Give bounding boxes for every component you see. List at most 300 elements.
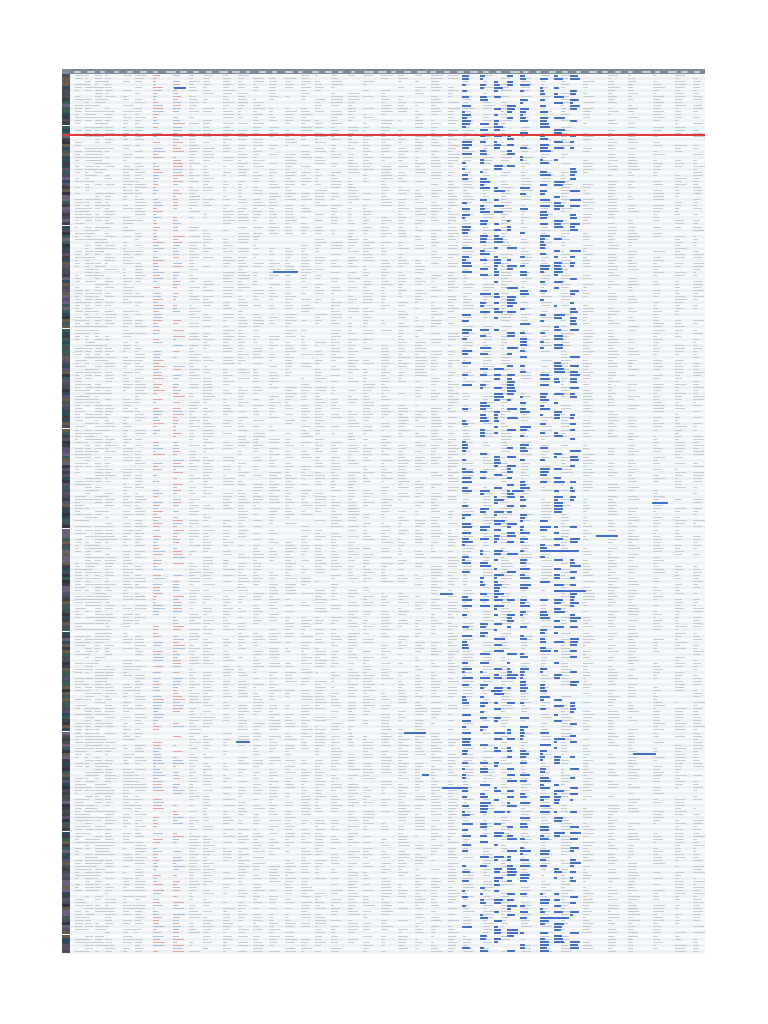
- cell[interactable]: [173, 223, 181, 224]
- cell[interactable]: [173, 251, 179, 252]
- cell[interactable]: [173, 130, 182, 131]
- cell[interactable]: [105, 360, 108, 361]
- cell[interactable]: [189, 117, 194, 118]
- cell[interactable]: [348, 360, 359, 361]
- cell[interactable]: [153, 314, 162, 315]
- cell[interactable]: [608, 81, 614, 82]
- cell[interactable]: [675, 484, 682, 485]
- cell[interactable]: [608, 287, 611, 288]
- cell[interactable]: [203, 178, 214, 179]
- cell[interactable]: [561, 360, 571, 361]
- cell[interactable]: [85, 102, 89, 103]
- cell[interactable]: [269, 366, 277, 367]
- cell[interactable]: [105, 351, 114, 352]
- cell[interactable]: [315, 345, 318, 346]
- cell[interactable]: [483, 108, 492, 109]
- cell[interactable]: [285, 108, 289, 109]
- cell[interactable]: [675, 336, 681, 337]
- cell[interactable]: [363, 451, 371, 452]
- cell[interactable]: [463, 357, 472, 358]
- cell[interactable]: [448, 96, 452, 97]
- cell[interactable]: [173, 308, 177, 309]
- cell[interactable]: [269, 336, 280, 337]
- cell[interactable]: [501, 414, 505, 415]
- cell[interactable]: [501, 114, 507, 115]
- cell[interactable]: [85, 257, 95, 258]
- cell[interactable]: [448, 181, 453, 182]
- cell[interactable]: [381, 351, 389, 352]
- cell[interactable]: [153, 93, 157, 94]
- cell[interactable]: [448, 87, 454, 88]
- cell[interactable]: [135, 351, 139, 352]
- cell[interactable]: [85, 336, 89, 337]
- cell[interactable]: [608, 102, 617, 103]
- cell[interactable]: [105, 326, 108, 327]
- cell[interactable]: [223, 175, 226, 176]
- cell[interactable]: [203, 460, 214, 461]
- cell[interactable]: [269, 130, 273, 131]
- cell[interactable]: [331, 451, 338, 452]
- cell[interactable]: [693, 145, 698, 146]
- cell[interactable]: [301, 493, 308, 494]
- cell[interactable]: [203, 463, 210, 464]
- cell[interactable]: [105, 466, 108, 467]
- cell[interactable]: [583, 463, 593, 464]
- cell[interactable]: [301, 408, 308, 409]
- cell[interactable]: [238, 151, 241, 152]
- cell[interactable]: [85, 120, 92, 121]
- cell[interactable]: [75, 96, 80, 97]
- cell[interactable]: [153, 308, 164, 309]
- cell[interactable]: [173, 339, 176, 340]
- cell[interactable]: [583, 445, 587, 446]
- cell[interactable]: [173, 417, 177, 418]
- cell[interactable]: [85, 157, 94, 158]
- cell[interactable]: [153, 217, 161, 218]
- cell[interactable]: [315, 242, 327, 243]
- cell[interactable]: [105, 163, 110, 164]
- cell[interactable]: [315, 275, 321, 276]
- cell[interactable]: [398, 236, 406, 237]
- cell[interactable]: [85, 384, 91, 385]
- cell[interactable]: [153, 102, 158, 103]
- cell[interactable]: [189, 151, 197, 152]
- cell[interactable]: [431, 139, 436, 140]
- cell[interactable]: [583, 336, 593, 337]
- cell[interactable]: [203, 248, 213, 249]
- cell[interactable]: [173, 166, 183, 167]
- cell[interactable]: [561, 484, 564, 485]
- cell[interactable]: [253, 108, 265, 109]
- column-header[interactable]: [444, 71, 451, 73]
- cell[interactable]: [501, 339, 507, 340]
- cell[interactable]: [448, 308, 459, 309]
- cell[interactable]: [415, 460, 422, 461]
- cell[interactable]: [269, 78, 276, 79]
- cell[interactable]: [173, 123, 185, 124]
- cell[interactable]: [448, 230, 457, 231]
- cell[interactable]: [75, 169, 82, 170]
- cell[interactable]: [561, 490, 569, 491]
- cell[interactable]: [653, 426, 662, 427]
- cell[interactable]: [561, 390, 569, 391]
- cell[interactable]: [173, 460, 184, 461]
- cell[interactable]: [285, 405, 291, 406]
- cell[interactable]: [431, 508, 436, 509]
- cell[interactable]: [398, 317, 406, 318]
- cell[interactable]: [269, 290, 274, 291]
- cell[interactable]: [173, 414, 184, 415]
- cell[interactable]: [448, 254, 459, 255]
- cell[interactable]: [123, 351, 126, 352]
- cell[interactable]: [253, 142, 263, 143]
- cell[interactable]: [223, 496, 232, 497]
- cell[interactable]: [448, 354, 453, 355]
- cell[interactable]: [608, 145, 613, 146]
- cell[interactable]: [448, 145, 459, 146]
- cell[interactable]: [301, 99, 306, 100]
- cell[interactable]: [448, 417, 457, 418]
- cell[interactable]: [95, 414, 102, 415]
- cell[interactable]: [135, 502, 141, 503]
- cell[interactable]: [253, 436, 265, 437]
- cell[interactable]: [501, 423, 505, 424]
- cell[interactable]: [628, 330, 636, 331]
- cell[interactable]: [363, 275, 368, 276]
- cell[interactable]: [653, 469, 661, 470]
- cell[interactable]: [331, 299, 334, 300]
- cell[interactable]: [153, 342, 163, 343]
- cell[interactable]: [135, 445, 141, 446]
- cell[interactable]: [653, 181, 662, 182]
- cell[interactable]: [628, 233, 637, 234]
- cell[interactable]: [583, 384, 589, 385]
- cell[interactable]: [431, 445, 439, 446]
- cell[interactable]: [463, 239, 472, 240]
- cell[interactable]: [348, 257, 355, 258]
- cell[interactable]: [301, 417, 310, 418]
- cell[interactable]: [363, 84, 366, 85]
- cell[interactable]: [675, 372, 684, 373]
- cell[interactable]: [398, 330, 404, 331]
- cell[interactable]: [653, 130, 662, 131]
- cell[interactable]: [238, 333, 242, 334]
- cell[interactable]: [675, 281, 679, 282]
- cell[interactable]: [95, 302, 103, 303]
- cell[interactable]: [223, 390, 229, 391]
- cell[interactable]: [285, 505, 289, 506]
- cell[interactable]: [238, 363, 241, 364]
- cell[interactable]: [189, 414, 192, 415]
- cell[interactable]: [463, 396, 470, 397]
- cell[interactable]: [135, 348, 142, 349]
- cell[interactable]: [431, 378, 440, 379]
- cell[interactable]: [381, 375, 386, 376]
- cell[interactable]: [238, 442, 250, 443]
- cell[interactable]: [189, 481, 193, 482]
- cell[interactable]: [628, 93, 638, 94]
- cell[interactable]: [653, 505, 663, 506]
- cell[interactable]: [608, 399, 614, 400]
- cell[interactable]: [381, 439, 387, 440]
- cell[interactable]: [653, 102, 664, 103]
- cell[interactable]: [223, 220, 235, 221]
- cell[interactable]: [315, 157, 323, 158]
- cell[interactable]: [348, 75, 355, 76]
- cell[interactable]: [173, 281, 181, 282]
- cell[interactable]: [381, 266, 391, 267]
- cell[interactable]: [381, 172, 391, 173]
- cell[interactable]: [153, 184, 158, 185]
- cell[interactable]: [628, 75, 631, 76]
- cell[interactable]: [135, 499, 147, 500]
- cell[interactable]: [448, 205, 458, 206]
- cell[interactable]: [153, 114, 159, 115]
- cell[interactable]: [653, 166, 661, 167]
- cell[interactable]: [693, 296, 704, 297]
- cell[interactable]: [675, 75, 685, 76]
- cell[interactable]: [483, 339, 492, 340]
- cell[interactable]: [253, 227, 263, 228]
- cell[interactable]: [483, 202, 493, 203]
- cell[interactable]: [431, 233, 436, 234]
- cell[interactable]: [398, 372, 405, 373]
- cell[interactable]: [238, 439, 246, 440]
- cell[interactable]: [675, 360, 684, 361]
- cell[interactable]: [398, 205, 404, 206]
- cell[interactable]: [105, 157, 109, 158]
- cell[interactable]: [253, 214, 261, 215]
- cell[interactable]: [381, 169, 392, 170]
- cell[interactable]: [95, 333, 99, 334]
- column-header[interactable]: [694, 71, 699, 73]
- cell[interactable]: [85, 508, 89, 509]
- cell[interactable]: [431, 460, 437, 461]
- cell[interactable]: [153, 399, 163, 400]
- cell[interactable]: [431, 90, 440, 91]
- cell[interactable]: [463, 502, 467, 503]
- cell[interactable]: [153, 154, 158, 155]
- cell[interactable]: [238, 314, 241, 315]
- cell[interactable]: [85, 375, 92, 376]
- cell[interactable]: [463, 190, 467, 191]
- cell[interactable]: [331, 172, 341, 173]
- cell[interactable]: [583, 505, 589, 506]
- cell[interactable]: [541, 436, 550, 437]
- cell[interactable]: [105, 511, 109, 512]
- cell[interactable]: [95, 442, 103, 443]
- column-header[interactable]: [206, 71, 212, 73]
- cell[interactable]: [75, 363, 79, 364]
- cell[interactable]: [483, 245, 487, 246]
- cell[interactable]: [501, 320, 510, 321]
- cell[interactable]: [348, 105, 352, 106]
- cell[interactable]: [223, 426, 232, 427]
- cell[interactable]: [561, 396, 565, 397]
- cell[interactable]: [448, 426, 453, 427]
- cell[interactable]: [398, 496, 409, 497]
- cell[interactable]: [448, 123, 456, 124]
- cell[interactable]: [173, 487, 177, 488]
- cell[interactable]: [238, 342, 245, 343]
- cell[interactable]: [75, 502, 80, 503]
- cell[interactable]: [123, 114, 127, 115]
- cell[interactable]: [269, 490, 280, 491]
- cell[interactable]: [269, 199, 276, 200]
- cell[interactable]: [693, 330, 697, 331]
- cell[interactable]: [173, 230, 178, 231]
- cell[interactable]: [348, 323, 352, 324]
- cell[interactable]: [173, 454, 177, 455]
- cell[interactable]: [315, 505, 326, 506]
- cell[interactable]: [521, 181, 532, 182]
- cell[interactable]: [123, 184, 133, 185]
- cell[interactable]: [223, 342, 228, 343]
- cell[interactable]: [348, 417, 353, 418]
- cell[interactable]: [331, 405, 336, 406]
- cell[interactable]: [398, 478, 406, 479]
- cell[interactable]: [203, 81, 210, 82]
- cell[interactable]: [331, 345, 335, 346]
- cell[interactable]: [238, 423, 241, 424]
- cell[interactable]: [675, 275, 685, 276]
- cell[interactable]: [561, 330, 568, 331]
- cell[interactable]: [608, 281, 614, 282]
- cell[interactable]: [653, 463, 660, 464]
- cell[interactable]: [381, 505, 392, 506]
- cell[interactable]: [301, 184, 306, 185]
- cell[interactable]: [381, 272, 389, 273]
- cell[interactable]: [173, 505, 179, 506]
- cell[interactable]: [95, 384, 101, 385]
- cell[interactable]: [583, 293, 590, 294]
- cell[interactable]: [203, 214, 207, 215]
- cell[interactable]: [203, 175, 209, 176]
- cell[interactable]: [75, 311, 83, 312]
- cell[interactable]: [331, 457, 340, 458]
- cell[interactable]: [153, 84, 156, 85]
- cell[interactable]: [105, 502, 112, 503]
- cell[interactable]: [331, 426, 339, 427]
- cell[interactable]: [315, 227, 323, 228]
- cell[interactable]: [448, 402, 458, 403]
- cell[interactable]: [269, 266, 274, 267]
- cell[interactable]: [693, 227, 702, 228]
- cell[interactable]: [381, 475, 385, 476]
- cell[interactable]: [75, 151, 82, 152]
- cell[interactable]: [363, 81, 375, 82]
- cell[interactable]: [501, 426, 508, 427]
- cell[interactable]: [448, 478, 457, 479]
- cell[interactable]: [583, 111, 591, 112]
- cell[interactable]: [483, 387, 490, 388]
- cell[interactable]: [135, 202, 147, 203]
- cell[interactable]: [653, 448, 663, 449]
- cell[interactable]: [123, 111, 134, 112]
- cell[interactable]: [501, 314, 513, 315]
- cell[interactable]: [135, 323, 142, 324]
- cell[interactable]: [608, 236, 613, 237]
- cell[interactable]: [693, 390, 698, 391]
- cell[interactable]: [693, 348, 702, 349]
- cell[interactable]: [105, 481, 111, 482]
- cell[interactable]: [189, 266, 194, 267]
- cell[interactable]: [608, 205, 617, 206]
- cell[interactable]: [431, 396, 438, 397]
- cell[interactable]: [269, 260, 273, 261]
- cell[interactable]: [348, 190, 359, 191]
- cell[interactable]: [189, 469, 197, 470]
- cell[interactable]: [135, 108, 142, 109]
- cell[interactable]: [693, 205, 697, 206]
- cell[interactable]: [153, 78, 157, 79]
- cell[interactable]: [285, 84, 294, 85]
- cell[interactable]: [189, 487, 196, 488]
- cell[interactable]: [331, 417, 342, 418]
- cell[interactable]: [203, 202, 209, 203]
- cell[interactable]: [693, 108, 703, 109]
- cell[interactable]: [561, 266, 566, 267]
- cell[interactable]: [315, 251, 319, 252]
- cell[interactable]: [608, 448, 615, 449]
- cell[interactable]: [398, 342, 407, 343]
- cell[interactable]: [501, 196, 506, 197]
- cell[interactable]: [521, 320, 528, 321]
- cell[interactable]: [253, 130, 259, 131]
- cell[interactable]: [415, 484, 424, 485]
- cell[interactable]: [675, 236, 685, 237]
- cell[interactable]: [521, 263, 529, 264]
- cell[interactable]: [448, 220, 456, 221]
- cell[interactable]: [675, 414, 678, 415]
- cell[interactable]: [693, 445, 704, 446]
- cell[interactable]: [653, 439, 657, 440]
- cell[interactable]: [381, 90, 391, 91]
- cell[interactable]: [153, 242, 164, 243]
- cell[interactable]: [541, 505, 551, 506]
- cell[interactable]: [608, 75, 618, 76]
- column-header[interactable]: [312, 71, 319, 73]
- cell[interactable]: [189, 123, 199, 124]
- column-header[interactable]: [430, 71, 435, 73]
- cell[interactable]: [583, 202, 595, 203]
- cell[interactable]: [483, 214, 494, 215]
- cell[interactable]: [135, 433, 146, 434]
- cell[interactable]: [608, 208, 617, 209]
- cell[interactable]: [189, 75, 194, 76]
- cell[interactable]: [501, 305, 506, 306]
- cell[interactable]: [153, 287, 160, 288]
- cell[interactable]: [253, 390, 263, 391]
- cell[interactable]: [583, 484, 592, 485]
- cell[interactable]: [398, 484, 402, 485]
- cell[interactable]: [105, 114, 113, 115]
- cell[interactable]: [85, 493, 90, 494]
- cell[interactable]: [223, 296, 232, 297]
- cell[interactable]: [541, 417, 553, 418]
- cell[interactable]: [285, 157, 294, 158]
- cell[interactable]: [653, 233, 662, 234]
- cell[interactable]: [541, 96, 551, 97]
- cell[interactable]: [653, 396, 660, 397]
- cell[interactable]: [501, 217, 505, 218]
- cell[interactable]: [105, 499, 115, 500]
- cell[interactable]: [203, 93, 214, 94]
- cell[interactable]: [431, 184, 438, 185]
- cell[interactable]: [363, 166, 371, 167]
- cell[interactable]: [448, 239, 456, 240]
- column-header[interactable]: [140, 71, 147, 73]
